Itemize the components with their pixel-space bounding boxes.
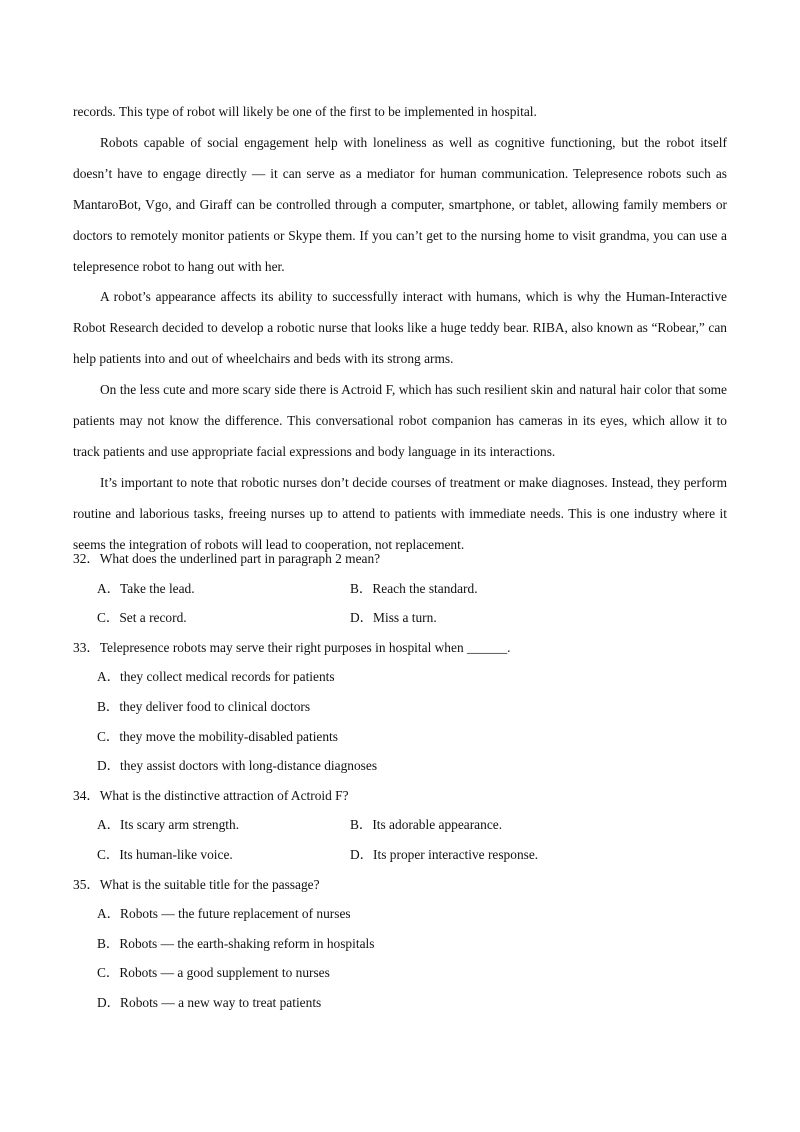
option-c: C．Robots — a good supplement to nurses (97, 965, 330, 981)
option-b: B．Its adorable appearance. (350, 817, 503, 833)
option-d: D．Its proper interactive response. (350, 846, 539, 862)
question-list (73, 544, 727, 1018)
passage-paragraph-2: Robots capable of social engagement help with loneliness as well as cognitive functioning, but the robot itself doesn’t have to engage directly — it can serve as a mediator for human communication. Telepresence robots such as MantaroBot, Vgo, and Giraff can be controlled through a computer, smartphone, or tablet, allowing family members or doctors to remotely monitor patients or Skype them. If you can’t get to the nursing home to visit grandma, you can use a telepresence robot to hang out with her. (73, 134, 727, 274)
option-d: D．Miss a turn. (350, 610, 437, 626)
option-group (73, 810, 727, 869)
option-group (73, 662, 727, 780)
question-stem: 34．What is the distinctive attraction of Actroid F? (73, 787, 349, 803)
question-34 (73, 781, 727, 870)
option-d: D．Robots — a new way to treat patients (97, 994, 322, 1010)
question-33 (73, 633, 727, 781)
passage-paragraph-1: records. This type of robot will likely be one of the first to be implemented in hospital. (73, 104, 537, 119)
question-32 (73, 544, 727, 633)
option-group (73, 574, 727, 633)
passage-paragraph-5: It’s important to note that robotic nurses don’t decide courses of treatment or make diagnoses. Instead, they perform routine and laborious tasks, freeing nurses up to attend to patients with immediate needs. This is one industry where it seems the integration of robots will lead to cooperation, not replacement. (73, 474, 727, 552)
option-c: C．Its human-like voice. (97, 846, 233, 862)
question-35 (73, 870, 727, 1018)
option-b: B．Robots — the earth-shaking reform in hospitals (97, 935, 375, 951)
question-stem: 35．What is the suitable title for the passage? (73, 876, 320, 892)
passage-paragraph-3: A robot’s appearance affects its ability to successfully interact with humans, which is why the Human-Interactive Robot Research decided to develop a robotic nurse that looks like a huge teddy bear. RIBA, also known as “Robear,” can help patients into and out of wheelchairs and beds with its strong arms. (73, 289, 727, 367)
reading-passage (73, 97, 727, 561)
passage-paragraph-4: On the less cute and more scary side there is Actroid F, which has such resilient skin and natural hair color that some patients may not know the difference. This conversational robot companion has cameras in its eyes, which allow it to track patients and use appropriate facial expressions and body language in its interactions. (73, 382, 727, 459)
option-b: B．they deliver food to clinical doctors (97, 698, 311, 714)
option-a: A．Its scary arm strength. (97, 817, 240, 833)
question-stem: 32．What does the underlined part in paragraph 2 mean? (73, 551, 381, 566)
option-group (73, 899, 727, 1017)
option-c: C．they move the mobility-disabled patients (97, 728, 338, 744)
option-a: A．they collect medical records for patients (97, 669, 335, 685)
question-stem: 33．Telepresence robots may serve their right purposes in hospital when ______. (73, 639, 511, 655)
option-d: D．they assist doctors with long-distance diagnoses (97, 758, 378, 774)
option-a: A．Take the lead. (97, 580, 195, 596)
option-b: B．Reach the standard. (350, 580, 478, 596)
option-a: A．Robots — the future replacement of nurses (97, 906, 351, 922)
option-c: C．Set a record. (97, 610, 187, 626)
